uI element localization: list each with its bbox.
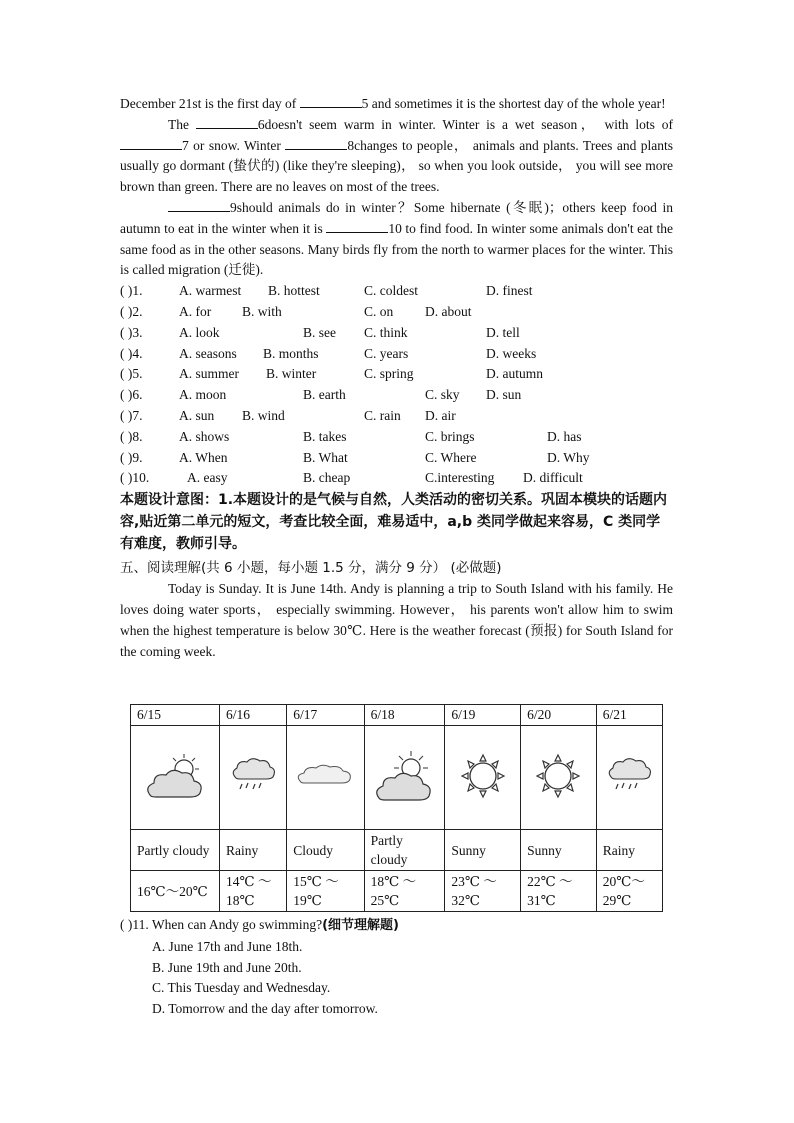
- blank-8: [285, 137, 347, 150]
- date-cell: 6/18: [364, 705, 445, 726]
- temp-cell: 18℃ ～ 25℃: [364, 871, 445, 912]
- question-row: ( )7. A. sun B. wind C. rain D. air: [120, 407, 456, 423]
- question-stem: ( )11. When can Andy go swimming?(细节理解题): [120, 917, 399, 933]
- temp-cell: 20℃～29℃: [596, 871, 662, 912]
- temp-cell: 14℃ ～ 18℃: [220, 871, 287, 912]
- section-heading: 五、阅读理解(共 6 小题，每小题 1.5 分，满分 9 分） (必做题): [120, 560, 502, 577]
- desc-cell: Sunny: [445, 830, 521, 871]
- passage: [120, 94, 673, 662]
- partly-cloudy-icon: [371, 748, 437, 804]
- temp-cell: 16℃～20℃: [131, 871, 220, 912]
- option-a: A. June 17th and June 18th.: [152, 938, 303, 954]
- date-cell: 6/19: [445, 705, 521, 726]
- option-d: D. Tomorrow and the day after tomorrow.: [152, 1001, 378, 1017]
- desc-cell: Rainy: [596, 830, 662, 871]
- blank-10: [326, 220, 388, 233]
- blank-9: [168, 199, 230, 212]
- date-cell: 6/15: [131, 705, 220, 726]
- design-note: 本题设计意图：1.本题设计的是气候与自然，人类活动的密切关系。巩固本模块的话题内容,贴近第二单元的短文，考查比较全面，难易适中，a,b 类同学做起来容易，C 类同学有难度，教师引导。: [120, 492, 668, 553]
- desc-cell: Sunny: [521, 830, 597, 871]
- temp-cell: 15℃ ～ 19℃: [287, 871, 364, 912]
- option-b: B. June 19th and June 20th.: [152, 959, 302, 975]
- question-list: [120, 281, 673, 489]
- question-row: ( )10. A. easy B. cheap C.interesting D. difficult: [120, 470, 583, 486]
- blank-5: [300, 95, 362, 108]
- question-row: ( )3. A. look B. see C. think D. tell: [120, 324, 520, 340]
- blank-7: [120, 137, 182, 150]
- partly-cloudy-icon: [142, 751, 208, 801]
- rain-icon: [604, 756, 654, 796]
- date-cell: 6/21: [596, 705, 662, 726]
- cloud-icon: [294, 761, 356, 791]
- temp-cell: 22℃ ～ 31℃: [521, 871, 597, 912]
- question-row: ( )4. A. seasons B. months C. years D. weeks: [120, 345, 537, 361]
- icon-row: [131, 726, 663, 830]
- reading-intro: Today is Sunday. It is June 14th. Andy is planning a trip to South Island with his family. He loves doing water sports， especially swimming. However， his parents won't allow him to swim when the highest temperature is below 30℃. Here is the weather forecast (预报) for South Island for the coming week.: [120, 581, 673, 659]
- desc-cell: Cloudy: [287, 830, 364, 871]
- question-row: ( )2. A. for B. with C. on D. about: [120, 303, 472, 319]
- date-cell: 6/20: [521, 705, 597, 726]
- temp-cell: 23℃ ～ 32℃: [445, 871, 521, 912]
- desc-cell: Partly cloudy: [364, 830, 445, 871]
- question-row: ( )5. A. summer B. winter C. spring D. autumn: [120, 366, 543, 382]
- description-row: [131, 830, 663, 871]
- sun-icon: [528, 751, 588, 801]
- question-row: ( )6. A. moon B. earth C. sky D. sun: [120, 387, 522, 403]
- sun-icon: [453, 751, 513, 801]
- question-row: ( )8. A. shows B. takes C. brings D. has: [120, 428, 582, 444]
- question-11: [120, 915, 680, 1020]
- date-cell: 6/17: [287, 705, 364, 726]
- option-c: C. This Tuesday and Wednesday.: [152, 980, 331, 996]
- question-row: ( )1. A. warmest B. hottest C. coldest D. finest: [120, 283, 533, 299]
- temperature-row: [131, 871, 663, 912]
- rain-icon: [228, 756, 278, 796]
- date-cell: 6/16: [220, 705, 287, 726]
- desc-cell: Rainy: [220, 830, 287, 871]
- question-row: ( )9. A. When B. What C. Where D. Why: [120, 449, 590, 465]
- passage-line-1: December 21st is the first day of 5 and sometimes it is the shortest day of the whole year!: [120, 96, 666, 111]
- weather-forecast-table: [130, 704, 663, 912]
- blank-6: [196, 116, 258, 129]
- date-row: [131, 705, 663, 726]
- passage-paragraph-3: 9should animals do in winter？Some hibernate (冬眠)；others keep food in autumn to eat in the winter when it is 10 to find food. In winter some animals don't eat the same food as in the other seasons. Many birds fly from the north to warmer places for the winter. This is called migration (迁徙).: [120, 199, 673, 278]
- passage-paragraph-2: The 6doesn't seem warm in winter. Winter is a wet season， with lots of 7 or snow. Winter 8changes to people， animals and plants. Trees and plants usually go dormant (蛰伏的) (like they're sleeping)， so when you look outside， you will see more brown than green. There are no leaves on most of the trees.: [120, 116, 673, 195]
- desc-cell: Partly cloudy: [131, 830, 220, 871]
